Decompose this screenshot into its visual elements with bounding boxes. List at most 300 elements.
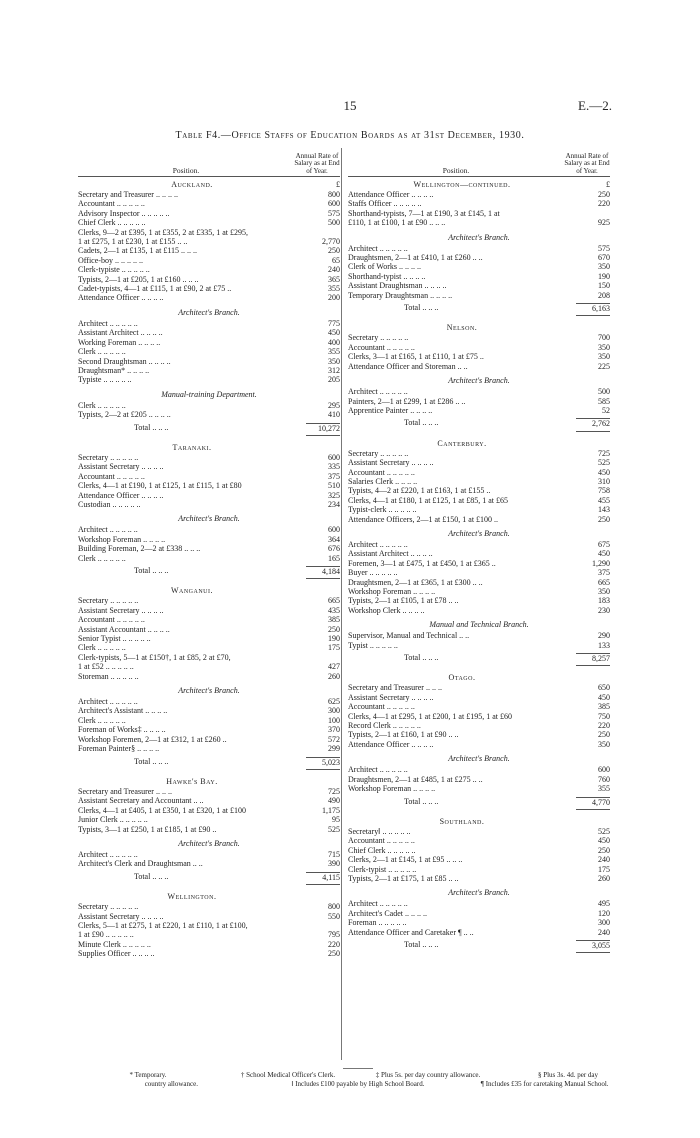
salary-value: 364	[328, 534, 340, 544]
salary-value: 525	[328, 824, 340, 834]
total-label: Total .. .. ..	[404, 418, 439, 428]
position-label: Second Draughtsman .. .. .. ..	[78, 356, 171, 366]
table-row	[348, 352, 610, 361]
position-label: Draughtsmen, 2—1 at £410, 1 at £260 .. ..	[348, 253, 483, 263]
position-label: Workshop Clerk .. .. .. ..	[348, 605, 425, 615]
salary-value: 600	[328, 452, 340, 462]
board-heading-row	[348, 323, 610, 333]
position-label: Clerk-typists, 5—1 at £150†, 1 at £85, 2 at £70,	[78, 652, 231, 662]
total-label: Total .. .. ..	[134, 566, 169, 575]
salary-value: 208	[598, 290, 610, 300]
board-heading-row	[78, 586, 340, 596]
table-row	[348, 333, 610, 342]
salary-value: 525	[598, 458, 610, 468]
salary-value: 600	[328, 199, 340, 209]
salary-value: 250	[598, 730, 610, 740]
position-label: Supplies Officer .. .. .. ..	[78, 949, 155, 959]
position-label: Senior Typist .. .. .. .. ..	[78, 634, 151, 644]
currency-unit	[576, 323, 610, 333]
table-row	[348, 909, 610, 918]
branch-subheading: Manual and Technical Branch.	[429, 620, 529, 630]
table-row	[78, 806, 340, 815]
staff-group	[348, 449, 610, 524]
position-label: Typists, 4—2 at £220, 1 at £163, 1 at £155 ..	[348, 486, 491, 496]
salary-value: 435	[328, 605, 340, 615]
salary-value: 240	[328, 265, 340, 275]
branch-subheading: Architect's Branch.	[448, 754, 510, 764]
footnote-line-1	[78, 1071, 638, 1080]
salary-value: 1,175	[322, 805, 340, 815]
position-label: Typists, 2—1 at £175, 1 at £85 .. ..	[348, 873, 459, 883]
salary-value: 190	[598, 271, 610, 281]
board-heading: Otago.	[448, 673, 476, 683]
salary-value: 234	[328, 499, 340, 509]
table-row	[348, 587, 610, 596]
position-label: Typists, 2—1 at £160, 1 at £90 .. ..	[348, 730, 459, 740]
table-row	[348, 740, 610, 749]
position-label: Secretary .. .. .. .. ..	[78, 596, 139, 606]
table-row	[78, 500, 340, 509]
salary-header: Annual Rate of Salary as at End of Year.	[564, 151, 610, 175]
board-section	[348, 323, 610, 434]
table-row	[78, 275, 340, 284]
position-label: Attendance Officers, 2—1 at £150, 1 at £100 ..	[348, 514, 499, 524]
footnote-high-school-board: ‖ Includes £100 payable by High School Board.	[291, 1079, 425, 1088]
table-row	[348, 244, 610, 253]
position-label: 1 at £90 .. .. .. .. ..	[78, 930, 134, 940]
position-label: Cadets, 2—1 at £135, 1 at £115 .. .. ..	[78, 246, 198, 256]
salary-value: 670	[598, 253, 610, 263]
table-row	[78, 410, 340, 419]
salary-value: 250	[598, 190, 610, 199]
table-row	[78, 949, 340, 958]
left-column-body	[78, 180, 340, 959]
table-row	[348, 928, 610, 937]
position-label: Clerks, 9—2 at £395, 1 at £355, 2 at £335, 1 at £295,	[78, 227, 248, 237]
position-label: Foremen, 3—1 at £475, 1 at £450, 1 at £365 ..	[348, 558, 496, 568]
footnote-country-allowance-5s: ‡ Plus 5s. per day country allowance.	[375, 1071, 481, 1079]
position-label: Typiste .. .. .. .. ..	[78, 375, 132, 385]
total-label: Total .. .. ..	[134, 756, 169, 766]
salary-value: 225	[598, 361, 610, 371]
table-row	[78, 940, 340, 949]
total-row	[348, 303, 610, 319]
table-row	[78, 725, 340, 734]
salary-value: 490	[328, 796, 340, 806]
position-label: Clerks, 2—1 at £145, 1 at £95 .. .. ..	[348, 855, 463, 865]
salary-value: 450	[598, 467, 610, 477]
salary-value	[306, 921, 340, 930]
table-row	[348, 846, 610, 855]
staff-group	[348, 231, 610, 300]
table-row	[348, 874, 610, 883]
salary-value: 300	[598, 918, 610, 928]
total-value: 10,272	[306, 423, 340, 436]
position-label: Draughtsmen, 2—1 at £485, 1 at £275 .. ..	[348, 774, 483, 784]
salary-value: 175	[598, 864, 610, 874]
table-row	[348, 218, 610, 227]
staff-group	[348, 374, 610, 415]
position-label: Painters, 2—1 at £299, 1 at £286 .. ..	[348, 396, 466, 406]
total-value: 6,163	[576, 303, 610, 316]
table-row	[78, 293, 340, 302]
position-label: Building Foreman, 2—2 at £338 .. .. ..	[78, 544, 201, 554]
salary-value: 200	[328, 293, 340, 303]
salary-value: 650	[598, 683, 610, 693]
table-row	[78, 366, 340, 375]
footnotes	[78, 1068, 638, 1088]
board-heading-row	[348, 180, 610, 190]
footnote-caretaking: ¶ Includes £35 for caretaking Manual School.	[480, 1079, 609, 1088]
staff-group	[78, 684, 340, 753]
position-label: Clerk-typiste .. .. .. .. ..	[78, 265, 150, 275]
salary-value: 400	[328, 337, 340, 347]
salary-value: 65	[332, 255, 340, 265]
table-row	[78, 401, 340, 410]
table-row	[78, 246, 340, 255]
salary-value: 299	[328, 744, 340, 754]
salary-value: 370	[328, 725, 340, 735]
salary-value: 240	[598, 927, 610, 937]
board-heading-row	[78, 892, 340, 902]
position-label: Advisory Inspector .. .. .. .. ..	[78, 208, 170, 218]
position-label: Clerks, 3—1 at £165, 1 at £110, 1 at £75 ..	[348, 352, 484, 362]
total-label: Total .. .. ..	[404, 796, 439, 806]
table-row	[78, 625, 340, 634]
salary-value: 300	[328, 706, 340, 716]
table-row	[78, 375, 340, 384]
total-value: 4,184	[306, 566, 340, 579]
table-row	[78, 672, 340, 681]
salary-value: 625	[328, 697, 340, 707]
salary-value: 390	[328, 859, 340, 869]
branch-subheading: Architect's Branch.	[448, 232, 510, 242]
staff-group	[78, 787, 340, 834]
right-column-header	[348, 148, 610, 177]
salary-value: 150	[598, 281, 610, 291]
salary-value: 675	[598, 539, 610, 549]
position-label: Foreman .. .. .. .. ..	[348, 918, 407, 928]
position-label: Foreman of Works‡ .. .. .. ..	[78, 725, 166, 735]
table-row	[78, 653, 340, 662]
salary-value: 665	[598, 577, 610, 587]
position-label: Accountant .. .. .. .. ..	[78, 471, 145, 481]
staff-group	[78, 902, 340, 958]
total-label: Total .. .. ..	[404, 939, 439, 949]
salary-value: 550	[328, 911, 340, 921]
table-row	[348, 641, 610, 650]
table-row	[348, 199, 610, 208]
table-row	[78, 481, 340, 490]
table-row	[348, 631, 610, 640]
salary-value: 450	[598, 836, 610, 846]
position-label: Clerks, 4—1 at £190, 1 at £125, 1 at £115, 1 at £80	[78, 481, 242, 491]
position-label: Workshop Foremen, 2—1 at £312, 1 at £260 ..	[78, 734, 227, 744]
staff-group	[78, 306, 340, 385]
currency-unit	[576, 673, 610, 683]
position-label: Architect .. .. .. .. ..	[78, 697, 138, 707]
staff-group	[348, 752, 610, 793]
position-label: Architect .. .. .. .. ..	[78, 318, 138, 328]
branch-subheading: Architect's Branch.	[178, 838, 240, 848]
salary-value: 250	[328, 624, 340, 634]
position-label: Accountant .. .. .. .. ..	[348, 342, 415, 352]
position-label: Attendance Officer .. .. .. ..	[78, 490, 164, 500]
board-heading: Canterbury.	[437, 438, 487, 448]
position-label: Typists, 2—1 at £205, 1 at £160 .. .. ..	[78, 274, 199, 284]
table-row	[348, 568, 610, 577]
currency-unit	[306, 777, 340, 787]
board-section	[78, 892, 340, 958]
table-title-rest: —Office Staffs of Education Boards as at 31st December, 1930.	[220, 130, 525, 141]
table-row	[78, 634, 340, 643]
position-label: Draughtsman* .. .. .. ..	[78, 365, 150, 375]
board-section	[78, 443, 340, 582]
total-value: 4,115	[306, 872, 340, 885]
right-column	[348, 148, 610, 960]
salary-value: 350	[598, 342, 610, 352]
position-label: Assistant Secretary .. .. .. ..	[78, 462, 164, 472]
salary-value: 250	[598, 514, 610, 524]
position-label: Chief Clerk .. .. .. .. ..	[78, 218, 146, 228]
salary-value: 385	[328, 615, 340, 625]
table-row	[78, 921, 340, 930]
position-label: Cadet-typists, 4—1 at £115, 1 at £90, 2 at £75 ..	[78, 284, 232, 294]
position-label: Architect .. .. .. .. ..	[348, 387, 408, 397]
table-row	[348, 540, 610, 549]
salary-value: 100	[328, 715, 340, 725]
position-label: Accountant .. .. .. .. ..	[78, 615, 145, 625]
position-label: Secretary and Treasurer .. .. .. ..	[78, 190, 178, 199]
position-label: Junior Clerk .. .. .. .. ..	[78, 815, 148, 825]
table-row	[348, 899, 610, 908]
table-row	[348, 209, 610, 218]
table-row	[78, 902, 340, 911]
salary-value: 585	[598, 396, 610, 406]
staff-group	[348, 618, 610, 650]
table-row	[348, 486, 610, 495]
position-label: Secretary and Treasurer .. .. ..	[348, 683, 442, 693]
position-label: Architect .. .. .. .. ..	[78, 525, 138, 535]
board-heading: Wellington—continued.	[413, 180, 511, 189]
table-row	[78, 237, 340, 246]
position-label: Assistant Architect .. .. .. ..	[78, 328, 163, 338]
table-row	[78, 544, 340, 553]
position-label: Assistant Secretary .. .. .. ..	[348, 458, 434, 468]
table-row	[348, 765, 610, 774]
staff-group	[348, 886, 610, 937]
salary-value: 925	[598, 218, 610, 228]
position-label: Typists, 2—2 at £205 .. .. .. ..	[78, 410, 171, 420]
table-row	[78, 265, 340, 274]
total-row	[78, 566, 340, 582]
board-section	[348, 439, 610, 670]
salary-value: 205	[328, 375, 340, 385]
table-row	[78, 218, 340, 227]
table-row	[348, 387, 610, 396]
total-label: Total .. .. ..	[134, 871, 169, 881]
total-row	[348, 940, 610, 956]
table-row	[78, 491, 340, 500]
column-divider	[341, 148, 342, 1060]
board-heading-row	[78, 777, 340, 787]
board-heading: Auckland.	[171, 180, 213, 189]
position-label: Buyer .. .. .. .. ..	[348, 568, 398, 578]
salary-value: 1,290	[592, 558, 610, 568]
position-label: Clerks, 4—1 at £405, 1 at £350, 1 at £320, 1 at £100	[78, 805, 246, 815]
salary-value: 52	[602, 405, 610, 415]
salary-value: 375	[598, 568, 610, 578]
salary-value: 800	[328, 190, 340, 199]
salary-value: 760	[598, 774, 610, 784]
position-label: Assistant Draughtsman .. .. .. ..	[348, 281, 447, 291]
position-label: Workshop Foreman .. .. .. ..	[348, 587, 436, 596]
table-title	[0, 130, 700, 141]
position-label: Custodian .. .. .. .. ..	[78, 499, 141, 509]
branch-subheading: Architect's Branch.	[178, 514, 240, 524]
salary-value: 250	[328, 949, 340, 959]
salary-value: 335	[328, 462, 340, 472]
table-row	[348, 712, 610, 721]
table-row	[78, 912, 340, 921]
position-label: Typists, 2—1 at £105, 1 at £78 .. ..	[348, 596, 459, 606]
table-row	[348, 515, 610, 524]
total-row	[78, 872, 340, 888]
salary-value: 450	[328, 328, 340, 338]
salary-value: 220	[328, 939, 340, 949]
left-column	[78, 148, 340, 963]
table-row	[348, 683, 610, 692]
position-label: Shorthand-typist .. .. .. ..	[348, 271, 426, 281]
table-row	[348, 702, 610, 711]
total-value: 2,762	[576, 418, 610, 431]
salary-value: 350	[598, 262, 610, 272]
board-heading: Hawke's Bay.	[166, 776, 218, 786]
position-label: Accountant .. .. .. .. ..	[78, 199, 145, 209]
position-header: Position.	[172, 165, 200, 175]
position-label: Architect .. .. .. .. ..	[78, 849, 138, 859]
position-label: £110, 1 at £100, 1 at £90 .. .. ..	[348, 218, 446, 228]
position-label: Assistant Accountant .. .. .. ..	[78, 624, 170, 634]
board-heading-row	[78, 180, 340, 190]
board-heading: Southland.	[439, 816, 485, 826]
footnote-medical-clerk: † School Medical Officer's Clerk.	[240, 1071, 336, 1079]
table-row	[348, 406, 610, 415]
table-row	[348, 253, 610, 262]
table-row	[78, 347, 340, 356]
salary-value: 795	[328, 930, 340, 940]
position-label: Apprentice Painter .. .. .. ..	[348, 405, 433, 415]
branch-subheading: Architect's Branch.	[448, 888, 510, 898]
footnote-country-allowance-cont: country allowance.	[144, 1079, 198, 1088]
position-label: Typist .. .. .. .. ..	[348, 640, 398, 650]
currency-unit	[306, 892, 340, 902]
table-row	[348, 281, 610, 290]
position-label: Architect .. .. .. .. ..	[348, 539, 408, 549]
board-heading-row	[348, 673, 610, 683]
salary-value: 600	[328, 525, 340, 535]
total-value: 4,770	[576, 797, 610, 810]
salary-value: 355	[598, 784, 610, 794]
table-row	[78, 199, 340, 208]
table-row	[78, 319, 340, 328]
position-label: Temporary Draughtsman .. .. .. ..	[348, 290, 453, 300]
table-row	[348, 918, 610, 927]
position-label: Staffs Officer .. .. .. .. ..	[348, 199, 422, 209]
page-header	[0, 98, 700, 118]
board-heading: Taranaki.	[172, 442, 212, 452]
table-row	[78, 209, 340, 218]
salary-value: 758	[598, 486, 610, 496]
salary-value: 312	[328, 365, 340, 375]
position-label: Salaries Clerk .. .. .. ..	[348, 476, 418, 486]
position-label: Attendance Officer and Caretaker ¶ .. ..	[348, 927, 474, 937]
table-row	[78, 825, 340, 834]
salary-value: 220	[598, 721, 610, 731]
position-label: Attendance Officer .. .. .. ..	[78, 293, 164, 303]
table-row	[78, 462, 340, 471]
footnote-rule	[343, 1068, 373, 1069]
table-row	[78, 338, 340, 347]
position-label: Architect's Assistant .. .. .. ..	[78, 706, 168, 716]
position-label: Accountant .. .. .. .. ..	[348, 702, 415, 712]
table-row	[78, 554, 340, 563]
table-row	[348, 784, 610, 793]
position-label: Workshop Foreman .. .. .. ..	[78, 534, 166, 544]
right-column-body	[348, 180, 610, 956]
table-row	[348, 549, 610, 558]
total-value: 5,023	[306, 757, 340, 770]
position-header: Position.	[442, 165, 470, 175]
position-label: Clerk .. .. .. .. ..	[78, 715, 126, 725]
branch-subheading: Architect's Branch.	[448, 528, 510, 538]
position-label: Clerk .. .. .. .. ..	[78, 347, 126, 357]
position-label: Clerk of Works .. .. .. ..	[348, 262, 421, 272]
total-row	[78, 757, 340, 773]
position-label: Secretary‖ .. .. .. .. ..	[348, 826, 411, 836]
salary-value: 700	[598, 333, 610, 343]
position-label: Architect .. .. .. .. ..	[348, 765, 408, 775]
table-row	[348, 559, 610, 568]
table-row	[78, 606, 340, 615]
left-column-header	[78, 148, 340, 177]
salary-value: 715	[328, 849, 340, 859]
board-section	[348, 673, 610, 812]
table-row	[78, 930, 340, 939]
board-section	[78, 180, 340, 439]
position-label: Typists, 3—1 at £250, 1 at £185, 1 at £90 ..	[78, 824, 217, 834]
total-value: 8,257	[576, 653, 610, 666]
branch-subheading: Architect's Branch.	[178, 686, 240, 696]
salary-value: 725	[328, 786, 340, 796]
board-heading: Wellington.	[167, 892, 217, 902]
salary-value: 500	[598, 387, 610, 397]
table-row	[78, 716, 340, 725]
salary-value: 250	[328, 246, 340, 256]
table-row	[78, 535, 340, 544]
position-label: Assistant Secretary .. .. .. ..	[78, 911, 164, 921]
table-row	[348, 449, 610, 458]
staff-group	[348, 190, 610, 228]
table-row	[78, 850, 340, 859]
table-row	[348, 693, 610, 702]
position-label: 1 at £52 .. .. .. .. ..	[78, 662, 134, 672]
salary-value: 143	[598, 505, 610, 515]
position-label: Accountant .. .. .. .. ..	[348, 467, 415, 477]
salary-value: 183	[598, 596, 610, 606]
salary-header: Annual Rate of Salary as at End of Year.	[294, 151, 340, 175]
position-label: Draughtsmen, 2—1 at £365, 1 at £300 .. ..	[348, 577, 483, 587]
